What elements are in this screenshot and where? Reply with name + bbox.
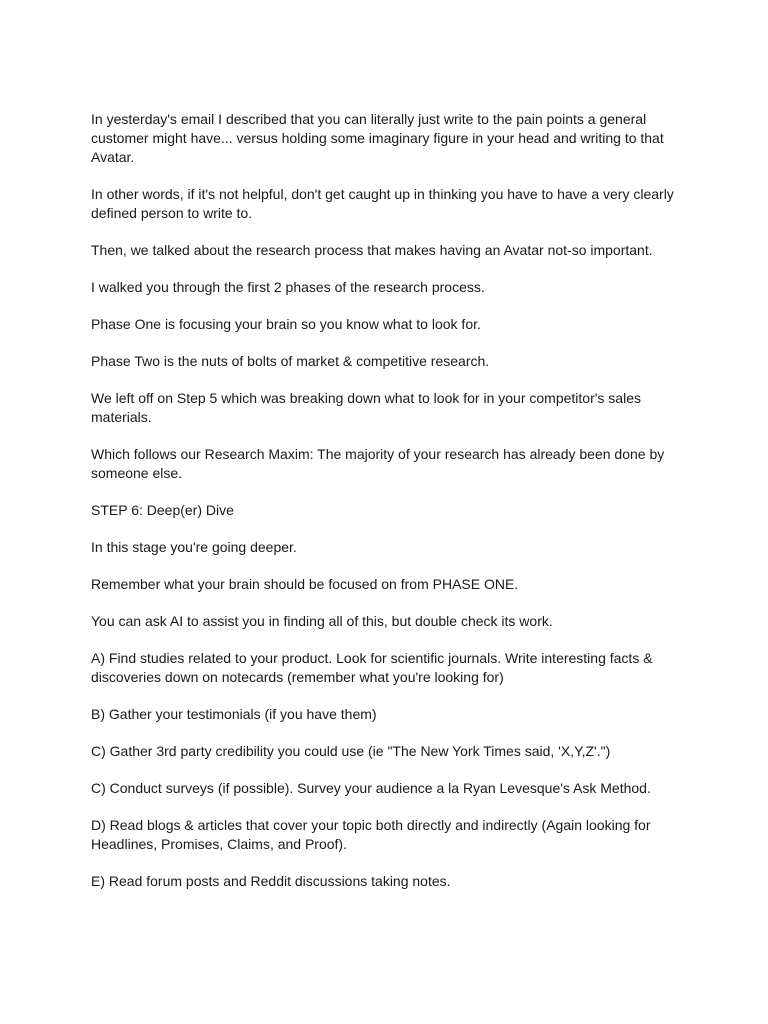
list-item-d: D) Read blogs & articles that cover your topic both directly and indirectly (Again looking for Headlines, Promises, Claims, and Proof). <box>91 817 651 852</box>
list-item-a: A) Find studies related to your product. Look for scientific journals. Write interesting facts & discoveries down on notecards (remember what you're looking for) <box>91 650 653 685</box>
paragraph-step-five: We left off on Step 5 which was breaking down what to look for in your competitor's sales materials. <box>91 390 641 425</box>
list-item-e: E) Read forum posts and Reddit discussions taking notes. <box>91 873 451 889</box>
list-item-c-credibility: C) Gather 3rd party credibility you could use (ie "The New York Times said, 'X,Y,Z'.") <box>91 743 611 759</box>
document-body <box>91 110 678 891</box>
paragraph-intro: In yesterday's email I described that you can literally just write to the pain points a general customer might have... versus holding some imaginary figure in your head and writing to that Avatar. <box>91 111 664 165</box>
paragraph-first-phases: I walked you through the first 2 phases of the research process. <box>91 279 485 295</box>
paragraph-phase-one: Phase One is focusing your brain so you know what to look for. <box>91 316 481 332</box>
paragraph-going-deeper: In this stage you're going deeper. <box>91 539 297 555</box>
section-heading-step-six: STEP 6: Deep(er) Dive <box>91 502 234 518</box>
list-item-c-surveys: C) Conduct surveys (if possible). Survey your audience a la Ryan Levesque's Ask Method. <box>91 780 651 796</box>
paragraph-avatar-note: In other words, if it's not helpful, don't get caught up in thinking you have to have a very clearly defined person to write to. <box>91 186 674 221</box>
paragraph-research-process: Then, we talked about the research process that makes having an Avatar not-so important. <box>91 242 653 258</box>
list-item-b: B) Gather your testimonials (if you have them) <box>91 706 377 722</box>
paragraph-phase-two: Phase Two is the nuts of bolts of market & competitive research. <box>91 353 490 369</box>
paragraph-phase-one-reminder: Remember what your brain should be focused on from PHASE ONE. <box>91 576 519 592</box>
paragraph-ai-assist: You can ask AI to assist you in finding all of this, but double check its work. <box>91 613 553 629</box>
paragraph-research-maxim: Which follows our Research Maxim: The majority of your research has already been done by someone else. <box>91 446 665 481</box>
